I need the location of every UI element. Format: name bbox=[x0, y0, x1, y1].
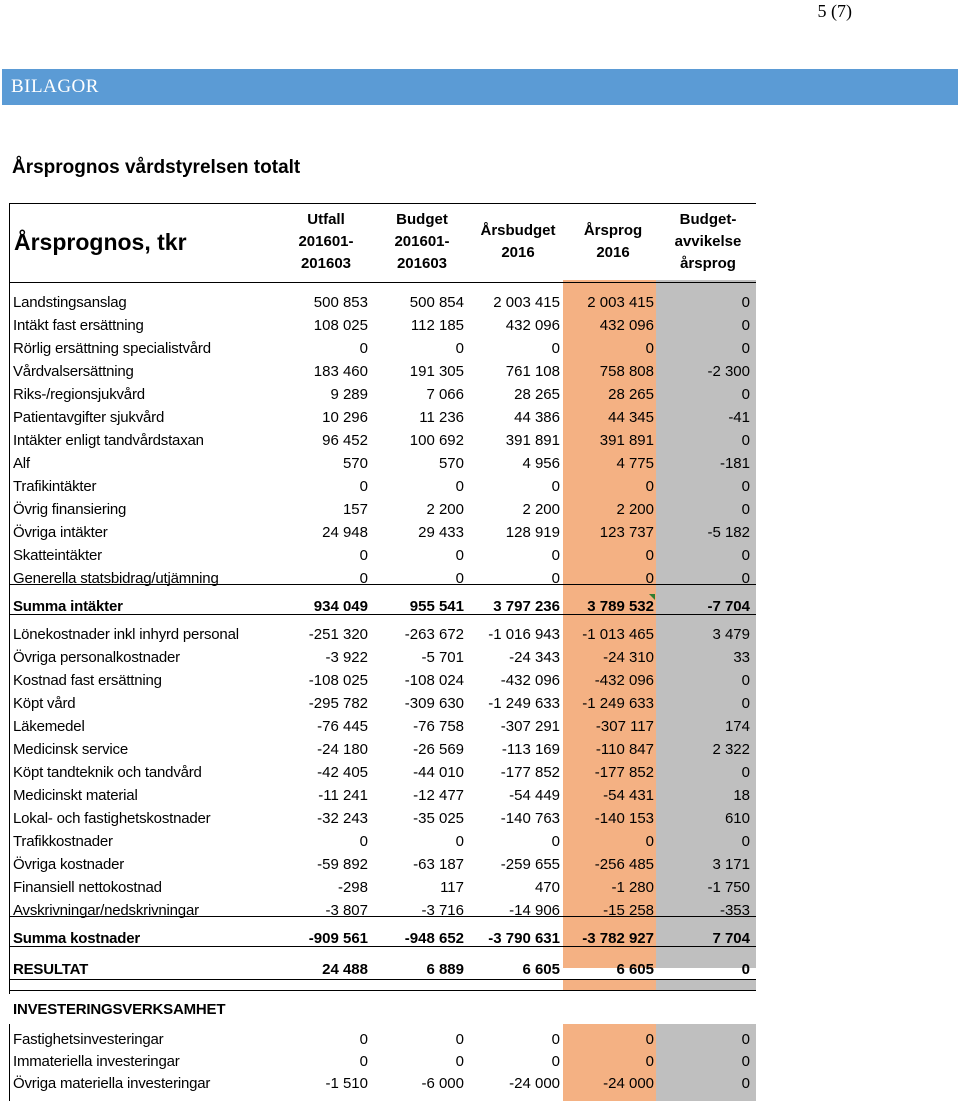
value-budget: -26 569 bbox=[413, 741, 464, 758]
row-label: Trafikkostnader bbox=[13, 833, 113, 850]
value-arsprog: -24 310 bbox=[603, 649, 654, 666]
row-label: Riks-/regionsjukvård bbox=[13, 386, 145, 403]
value-budget: -263 672 bbox=[404, 626, 464, 643]
value-arsbudget: -14 906 bbox=[509, 902, 560, 919]
table-row bbox=[9, 623, 756, 646]
value-utfall: -11 241 bbox=[318, 787, 368, 804]
value-budget: 191 305 bbox=[409, 363, 464, 380]
spacer-row bbox=[9, 280, 756, 291]
value-utfall: -24 180 bbox=[317, 741, 368, 758]
value-avvikelse: 0 bbox=[741, 1030, 750, 1048]
value-arsprog: -24 000 bbox=[603, 1074, 654, 1092]
row-label: Kostnad fast ersättning bbox=[13, 672, 162, 689]
forecast-table bbox=[9, 203, 756, 1094]
value-avvikelse: 0 bbox=[741, 833, 750, 850]
col-header-line: 2016 bbox=[501, 243, 535, 261]
value-arsprog: 0 bbox=[645, 340, 654, 357]
value-avvikelse: 610 bbox=[724, 810, 750, 827]
col-header-line: avvikelse bbox=[674, 232, 742, 250]
table-row bbox=[9, 899, 756, 922]
value-arsbudget: -113 169 bbox=[501, 741, 560, 758]
value-arsprog: -1 013 465 bbox=[582, 626, 654, 643]
value-utfall: -909 561 bbox=[308, 930, 368, 947]
table-row bbox=[9, 429, 756, 452]
value-arsprog: 2 003 415 bbox=[587, 294, 654, 311]
row-label: Övriga intäkter bbox=[13, 524, 108, 541]
spacer-row bbox=[9, 983, 756, 994]
row-label: Övriga kostnader bbox=[13, 856, 125, 873]
value-arsbudget: 0 bbox=[551, 833, 560, 850]
table-row bbox=[9, 406, 756, 429]
col-header-line: Budget- bbox=[679, 210, 737, 228]
value-avvikelse: 0 bbox=[741, 432, 750, 449]
value-arsbudget: -307 291 bbox=[500, 718, 560, 735]
value-arsprog: 0 bbox=[645, 833, 654, 850]
value-arsprog: -1 249 633 bbox=[582, 695, 654, 712]
value-arsprog: 432 096 bbox=[599, 317, 654, 334]
col-header-line: 201601- bbox=[394, 232, 450, 250]
value-arsbudget: -432 096 bbox=[500, 672, 560, 689]
col-header-arsprog bbox=[566, 203, 660, 280]
value-avvikelse: 0 bbox=[741, 570, 750, 587]
table-row bbox=[9, 521, 756, 544]
value-arsbudget: -24 343 bbox=[509, 649, 560, 666]
document-title: Årsprognos vårdstyrelsen totalt bbox=[12, 157, 301, 178]
investment-heading-row bbox=[9, 994, 756, 1024]
value-budget: 7 066 bbox=[426, 386, 464, 403]
col-header-arsbudget bbox=[470, 203, 566, 280]
value-budget: 112 185 bbox=[410, 317, 464, 334]
summary-row bbox=[9, 593, 756, 620]
col-header-line: 201603 bbox=[300, 254, 352, 272]
section-banner: BILAGOR bbox=[2, 69, 958, 105]
value-utfall: 24 488 bbox=[322, 961, 368, 978]
value-budget: 2 200 bbox=[426, 501, 464, 518]
col-header-line: Utfall bbox=[307, 210, 345, 228]
col-header-line: Årsprog bbox=[583, 221, 643, 239]
table-row bbox=[9, 360, 756, 383]
table-row bbox=[9, 291, 756, 314]
col-header-line: 201601- bbox=[298, 232, 354, 250]
value-avvikelse: 0 bbox=[741, 386, 750, 403]
value-utfall: 24 948 bbox=[322, 524, 368, 541]
value-avvikelse: -353 bbox=[719, 902, 750, 919]
row-label: Summa kostnader bbox=[13, 930, 141, 947]
value-avvikelse: 2 322 bbox=[712, 741, 750, 758]
table-header-row bbox=[9, 203, 756, 280]
value-utfall: -295 782 bbox=[308, 695, 368, 712]
value-budget: -108 024 bbox=[404, 672, 464, 689]
value-budget: -948 652 bbox=[404, 930, 464, 947]
row-label: Köpt tandteknik och tandvård bbox=[13, 764, 202, 781]
value-budget: 0 bbox=[455, 478, 464, 495]
row-label: Skatteintäkter bbox=[13, 547, 102, 564]
row-label: Intäkt fast ersättning bbox=[13, 317, 144, 334]
value-utfall: 183 460 bbox=[313, 363, 368, 380]
value-utfall: 0 bbox=[359, 570, 368, 587]
value-arsbudget: 0 bbox=[551, 547, 560, 564]
value-budget: 0 bbox=[455, 1052, 464, 1070]
table-row bbox=[9, 314, 756, 337]
value-utfall: 9 289 bbox=[330, 386, 368, 403]
row-label: Avskrivningar/nedskrivningar bbox=[13, 902, 199, 919]
value-budget: 117 bbox=[440, 879, 464, 896]
value-avvikelse: 0 bbox=[741, 294, 750, 311]
value-arsbudget: 0 bbox=[551, 570, 560, 587]
value-budget: 500 854 bbox=[409, 294, 464, 311]
value-utfall: 570 bbox=[342, 455, 368, 472]
table-row bbox=[9, 876, 756, 899]
table-row bbox=[9, 1072, 756, 1094]
table-row bbox=[9, 784, 756, 807]
value-utfall: 0 bbox=[359, 833, 368, 850]
col-header-line: Budget bbox=[396, 210, 448, 228]
value-avvikelse: 0 bbox=[741, 478, 750, 495]
value-avvikelse: -7 704 bbox=[707, 598, 750, 615]
table-row bbox=[9, 646, 756, 669]
row-label: Trafikintäkter bbox=[13, 478, 97, 495]
value-arsbudget: 2 003 415 bbox=[493, 294, 560, 311]
value-budget: -35 025 bbox=[413, 810, 464, 827]
row-label: Generella statsbidrag/utjämning bbox=[13, 570, 219, 587]
table-row bbox=[9, 853, 756, 876]
value-utfall: 10 296 bbox=[322, 409, 368, 426]
table-row bbox=[9, 830, 756, 853]
spacer-row-cell bbox=[9, 983, 756, 994]
value-budget: -76 758 bbox=[413, 718, 464, 735]
col-header-line: Årsbudget bbox=[480, 221, 556, 239]
value-utfall: -3 922 bbox=[325, 649, 368, 666]
value-arsprog: -432 096 bbox=[594, 672, 654, 689]
value-avvikelse: 18 bbox=[733, 787, 750, 804]
row-label: Lokal- och fastighetskostnader bbox=[13, 810, 211, 827]
value-avvikelse: 0 bbox=[741, 764, 750, 781]
value-avvikelse: 7 704 bbox=[712, 930, 750, 947]
value-budget: 0 bbox=[455, 570, 464, 587]
row-label: Landstingsanslag bbox=[13, 294, 127, 311]
value-utfall: 0 bbox=[359, 340, 368, 357]
value-arsbudget: 0 bbox=[551, 340, 560, 357]
value-arsbudget: 0 bbox=[551, 1030, 560, 1048]
value-budget: -3 716 bbox=[421, 902, 464, 919]
value-arsprog: -1 280 bbox=[611, 879, 654, 896]
value-avvikelse: -181 bbox=[719, 455, 750, 472]
value-utfall: 500 853 bbox=[313, 294, 368, 311]
row-label: Övriga materiella investeringar bbox=[13, 1074, 211, 1092]
table-row bbox=[9, 567, 756, 590]
value-arsprog: 3 789 532 bbox=[587, 598, 654, 615]
value-budget: 0 bbox=[455, 340, 464, 357]
value-arsbudget: -259 655 bbox=[500, 856, 560, 873]
value-utfall: 96 452 bbox=[322, 432, 368, 449]
table-row bbox=[9, 669, 756, 692]
value-avvikelse: 0 bbox=[741, 1052, 750, 1070]
value-utfall: 0 bbox=[359, 547, 368, 564]
table-heading: Årsprognos, tkr bbox=[14, 228, 187, 255]
row-label: Intäkter enligt tandvårdstaxan bbox=[13, 432, 204, 449]
value-avvikelse: -1 750 bbox=[707, 879, 750, 896]
table-row bbox=[9, 807, 756, 830]
summary-row bbox=[9, 925, 756, 952]
spacer-row-cell bbox=[9, 280, 756, 291]
row-label: Övriga personalkostnader bbox=[13, 649, 180, 666]
value-arsprog: 4 775 bbox=[616, 455, 654, 472]
table-row bbox=[9, 738, 756, 761]
value-arsprog: 0 bbox=[645, 1052, 654, 1070]
value-arsbudget: -1 249 633 bbox=[488, 695, 560, 712]
value-arsbudget: 432 096 bbox=[505, 317, 560, 334]
value-arsbudget: 128 919 bbox=[505, 524, 560, 541]
value-arsprog: 391 891 bbox=[599, 432, 654, 449]
table-row bbox=[9, 498, 756, 521]
value-avvikelse: -2 300 bbox=[707, 363, 750, 380]
table-row bbox=[9, 544, 756, 567]
value-budget: 955 541 bbox=[409, 598, 464, 615]
value-arsprog: 6 605 bbox=[616, 961, 654, 978]
value-arsprog: -54 431 bbox=[603, 787, 654, 804]
value-budget: -12 477 bbox=[413, 787, 464, 804]
row-label: Vårdvalsersättning bbox=[13, 363, 134, 380]
row-label: Medicinskt material bbox=[13, 787, 138, 804]
value-budget: 570 bbox=[438, 455, 464, 472]
value-arsbudget: 0 bbox=[551, 478, 560, 495]
value-arsbudget: 3 797 236 bbox=[493, 598, 560, 615]
value-avvikelse: -5 182 bbox=[707, 524, 750, 541]
table-row bbox=[9, 452, 756, 475]
col-header-avvikelse bbox=[660, 203, 756, 280]
value-avvikelse: 0 bbox=[741, 695, 750, 712]
value-budget: 100 692 bbox=[409, 432, 464, 449]
row-label: Patientavgifter sjukvård bbox=[13, 409, 165, 426]
value-budget: -5 701 bbox=[421, 649, 464, 666]
value-avvikelse: 3 479 bbox=[712, 626, 750, 643]
value-utfall: 157 bbox=[342, 501, 368, 518]
value-arsbudget: 0 bbox=[551, 1052, 560, 1070]
value-arsprog: 0 bbox=[645, 547, 654, 564]
summary-row bbox=[9, 956, 756, 983]
value-arsprog: 758 808 bbox=[599, 363, 654, 380]
value-utfall: -59 892 bbox=[317, 856, 368, 873]
value-arsprog: -15 258 bbox=[603, 902, 654, 919]
row-label: Rörlig ersättning specialistvård bbox=[13, 340, 211, 357]
value-utfall: -3 807 bbox=[325, 902, 368, 919]
row-label: Medicinsk service bbox=[13, 741, 128, 758]
row-label: Fastighetsinvesteringar bbox=[13, 1030, 164, 1048]
value-arsbudget: 4 956 bbox=[522, 455, 560, 472]
value-budget: -44 010 bbox=[413, 764, 464, 781]
value-arsprog: 123 737 bbox=[599, 524, 654, 541]
value-budget: -63 187 bbox=[413, 856, 464, 873]
value-arsbudget: -3 790 631 bbox=[488, 930, 560, 947]
value-avvikelse: 0 bbox=[741, 317, 750, 334]
value-utfall: 0 bbox=[359, 1052, 368, 1070]
value-arsprog: 0 bbox=[645, 478, 654, 495]
value-budget: -309 630 bbox=[404, 695, 464, 712]
value-arsprog: 28 265 bbox=[608, 386, 654, 403]
value-arsprog: -307 117 bbox=[595, 718, 654, 735]
value-arsbudget: 44 386 bbox=[514, 409, 560, 426]
value-utfall: 0 bbox=[359, 1030, 368, 1048]
value-budget: 0 bbox=[455, 833, 464, 850]
col-header-utfall bbox=[278, 203, 374, 280]
value-utfall: 934 049 bbox=[313, 598, 368, 615]
value-utfall: -42 405 bbox=[317, 764, 368, 781]
investment-heading: INVESTERINGSVERKSAMHET bbox=[9, 994, 756, 1024]
value-budget: 6 889 bbox=[426, 961, 464, 978]
value-avvikelse: 0 bbox=[741, 340, 750, 357]
value-arsbudget: 391 891 bbox=[505, 432, 560, 449]
value-budget: 0 bbox=[455, 1030, 464, 1048]
value-arsbudget: 2 200 bbox=[522, 501, 560, 518]
row-label: RESULTAT bbox=[13, 961, 89, 978]
value-utfall: 0 bbox=[359, 478, 368, 495]
forecast-table-container bbox=[9, 203, 756, 1101]
value-budget: 0 bbox=[455, 547, 464, 564]
col-header-line: 2016 bbox=[596, 243, 630, 261]
row-label: Alf bbox=[13, 455, 30, 472]
value-arsprog: -177 852 bbox=[594, 764, 654, 781]
table-row bbox=[9, 1028, 756, 1050]
value-utfall: -251 320 bbox=[308, 626, 368, 643]
value-arsbudget: -1 016 943 bbox=[488, 626, 560, 643]
value-budget: 11 236 bbox=[419, 409, 464, 426]
value-avvikelse: 3 171 bbox=[712, 856, 750, 873]
value-arsprog: -3 782 927 bbox=[582, 930, 654, 947]
row-label: Köpt vård bbox=[13, 695, 76, 712]
value-utfall: -76 445 bbox=[317, 718, 368, 735]
value-utfall: 108 025 bbox=[313, 317, 368, 334]
value-arsbudget: -24 000 bbox=[509, 1074, 560, 1092]
value-avvikelse: 0 bbox=[741, 672, 750, 689]
value-avvikelse: 0 bbox=[741, 1074, 750, 1092]
value-arsprog: 0 bbox=[645, 1030, 654, 1048]
value-utfall: -32 243 bbox=[317, 810, 368, 827]
table-row bbox=[9, 715, 756, 738]
value-arsprog: 0 bbox=[645, 570, 654, 587]
value-utfall: -298 bbox=[337, 879, 368, 896]
value-budget: 29 433 bbox=[418, 524, 464, 541]
value-avvikelse: 33 bbox=[733, 649, 750, 666]
value-budget: -6 000 bbox=[421, 1074, 464, 1092]
row-label: Immateriella investeringar bbox=[13, 1052, 180, 1070]
value-arsbudget: -177 852 bbox=[500, 764, 560, 781]
row-label: Övrig finansiering bbox=[13, 501, 127, 518]
col-header-budget bbox=[374, 203, 470, 280]
table-row bbox=[9, 692, 756, 715]
table-row bbox=[9, 1050, 756, 1072]
page-number: 5 (7) bbox=[817, 1, 852, 21]
value-avvikelse: 0 bbox=[741, 961, 750, 978]
row-label: Finansiell nettokostnad bbox=[13, 879, 162, 896]
row-label: Summa intäkter bbox=[13, 598, 123, 615]
value-arsbudget: 470 bbox=[534, 879, 560, 896]
row-label: Lönekostnader inkl inhyrd personal bbox=[13, 626, 239, 643]
value-arsprog: 44 345 bbox=[608, 409, 654, 426]
row-label: Läkemedel bbox=[13, 718, 85, 735]
value-avvikelse: 174 bbox=[724, 718, 750, 735]
value-utfall: -1 510 bbox=[325, 1074, 368, 1092]
table-row bbox=[9, 337, 756, 360]
value-utfall: -108 025 bbox=[308, 672, 368, 689]
table-row bbox=[9, 761, 756, 784]
col-header-line: 201603 bbox=[396, 254, 448, 272]
table-row bbox=[9, 383, 756, 406]
value-arsprog: 2 200 bbox=[616, 501, 654, 518]
value-avvikelse: 0 bbox=[741, 547, 750, 564]
value-arsprog: -256 485 bbox=[594, 856, 654, 873]
value-avvikelse: 0 bbox=[741, 501, 750, 518]
value-arsprog: -110 847 bbox=[595, 741, 654, 758]
value-arsbudget: 28 265 bbox=[514, 386, 560, 403]
table-row bbox=[9, 475, 756, 498]
value-arsprog: -140 153 bbox=[594, 810, 654, 827]
value-arsbudget: -54 449 bbox=[509, 787, 560, 804]
col-header-line: årsprog bbox=[680, 254, 736, 272]
value-arsbudget: 6 605 bbox=[522, 961, 560, 978]
value-avvikelse: -41 bbox=[728, 409, 750, 426]
value-arsbudget: -140 763 bbox=[500, 810, 560, 827]
table-body bbox=[9, 280, 756, 1094]
value-arsbudget: 761 108 bbox=[505, 363, 560, 380]
